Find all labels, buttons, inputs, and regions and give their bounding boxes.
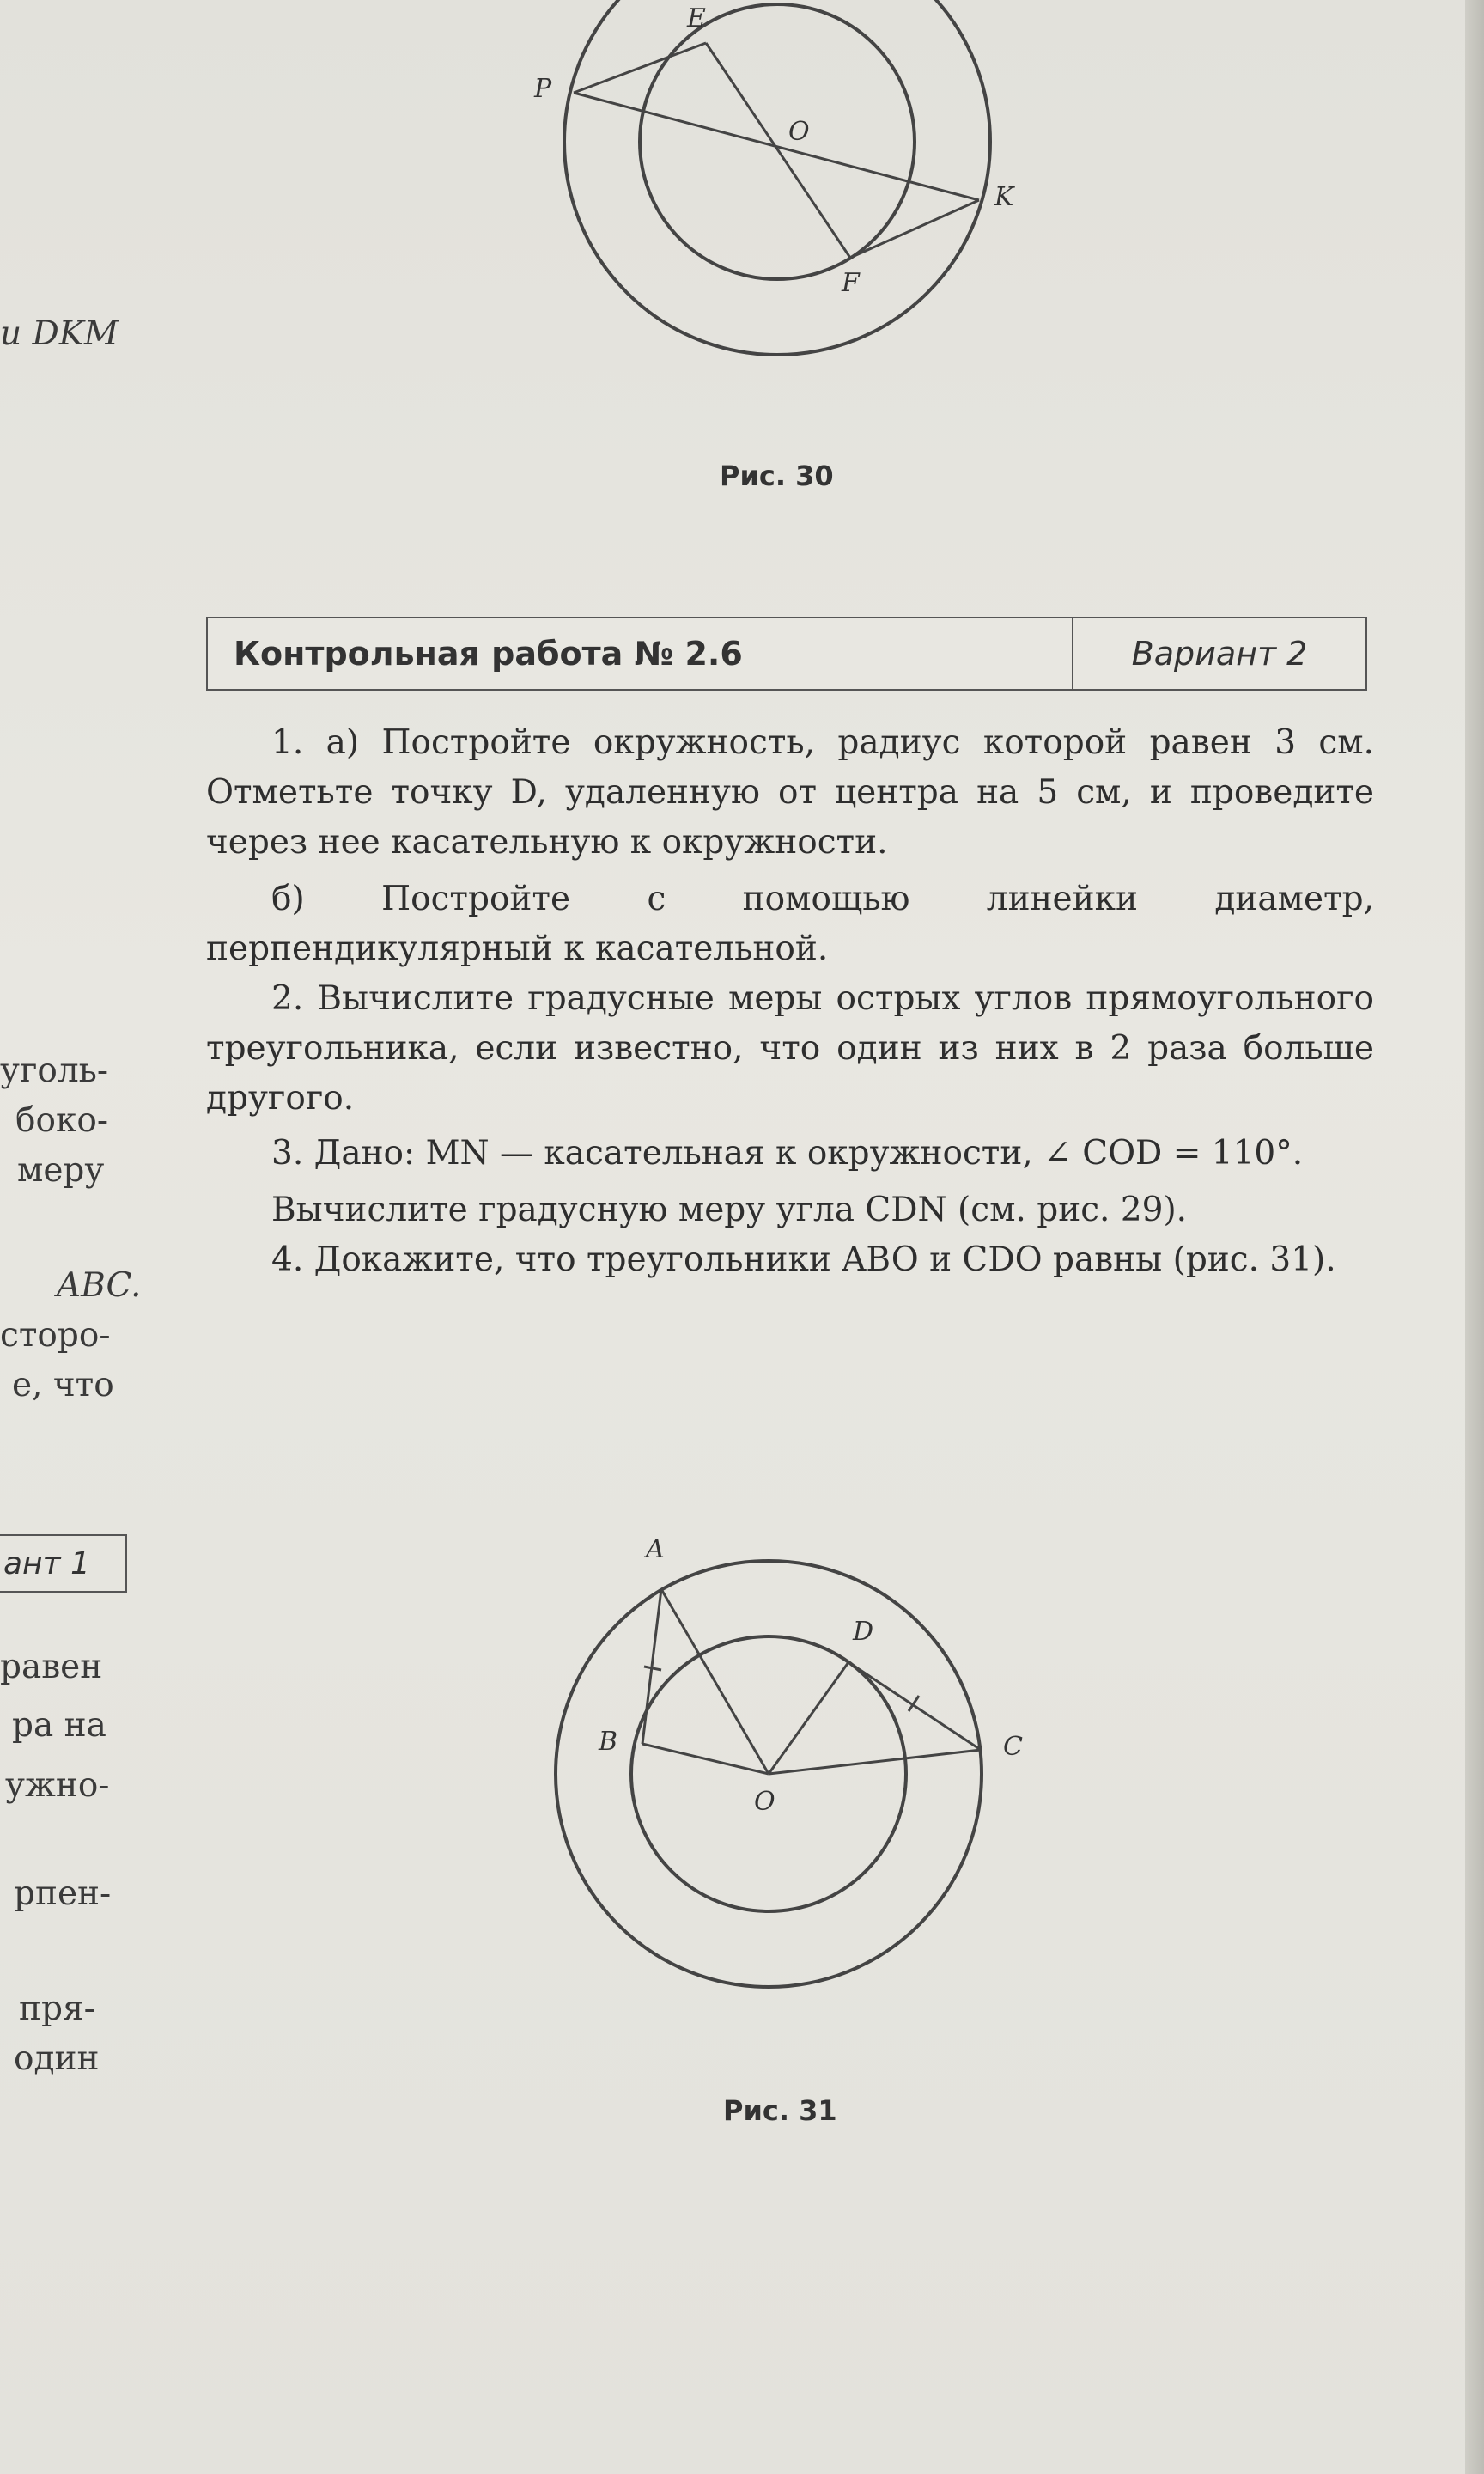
- fig31-label-b: B: [599, 1727, 618, 1757]
- fig31-line-oc: [769, 1750, 981, 1774]
- left-fragment: и DKM: [0, 314, 119, 353]
- problem-2: 2. Вычислите градусные меры острых углов прямоугольного треугольника, если известно, что один из них в 2 раза больше другого.: [206, 979, 1374, 1118]
- test-title: Контрольная работа № 2.6: [234, 635, 743, 673]
- left-fragment: сторо-: [0, 1316, 111, 1355]
- fig31-line-od: [769, 1662, 848, 1774]
- fig31-label-a: A: [646, 1534, 665, 1564]
- fig31-tick-ab: [644, 1667, 661, 1670]
- fig30-label-f: F: [842, 268, 860, 298]
- left-fragment: уголь-: [0, 1051, 109, 1090]
- figure-31-caption: Рис. 31: [723, 2094, 837, 2127]
- problem-1a: 1. а) Постройте окружность, радиус которой равен 3 см. Отметьте точку D, удаленную от центра на 5 см, и проведите через нее касательную к окружности.: [206, 723, 1374, 862]
- problem-3-given: 3. Дано: MN — касательная к окружности, ∠ COD = 110°.: [271, 1134, 1304, 1173]
- problem-3-task: Вычислите градусную меру угла CDN (см. рис. 29).: [271, 1191, 1188, 1229]
- left-fragment: рпен-: [14, 1874, 112, 1913]
- fig31-label-o: O: [754, 1787, 775, 1817]
- left-fragment: боко-: [15, 1101, 108, 1140]
- fig31-line-dc: [848, 1662, 981, 1750]
- fig30-label-e: E: [687, 3, 706, 34]
- variant-label: Вариант 2: [1072, 618, 1365, 689]
- problem-1b: б) Постройте с помощью линейки диаметр, перпендикулярный к касательной.: [206, 880, 1374, 968]
- left-fragment: ра на: [12, 1706, 106, 1745]
- fig31-label-d: D: [853, 1617, 874, 1647]
- figure-30-caption: Рис. 30: [720, 460, 834, 492]
- left-fragment: равен: [0, 1648, 103, 1686]
- fig31-label-c: C: [1003, 1732, 1023, 1762]
- left-fragment: пря-: [19, 1990, 95, 2028]
- fig30-label-p: P: [534, 74, 552, 104]
- page-edge: [1465, 0, 1484, 2474]
- fig31-line-ao: [661, 1589, 769, 1774]
- left-fragment: один: [14, 2039, 100, 2078]
- fig30-label-k: K: [994, 182, 1014, 212]
- left-fragment: меру: [17, 1151, 105, 1190]
- variant-1-tab: ант 1: [0, 1534, 127, 1593]
- problem-4: 4. Докажите, что треугольники ABO и CDO равны (рис. 31).: [271, 1240, 1336, 1279]
- left-fragment: ABC.: [57, 1266, 142, 1305]
- left-fragment: е, что: [12, 1366, 114, 1405]
- left-fragment: ужно-: [5, 1766, 110, 1805]
- fig31-line-bo: [642, 1744, 769, 1774]
- fig30-label-o: O: [788, 117, 810, 147]
